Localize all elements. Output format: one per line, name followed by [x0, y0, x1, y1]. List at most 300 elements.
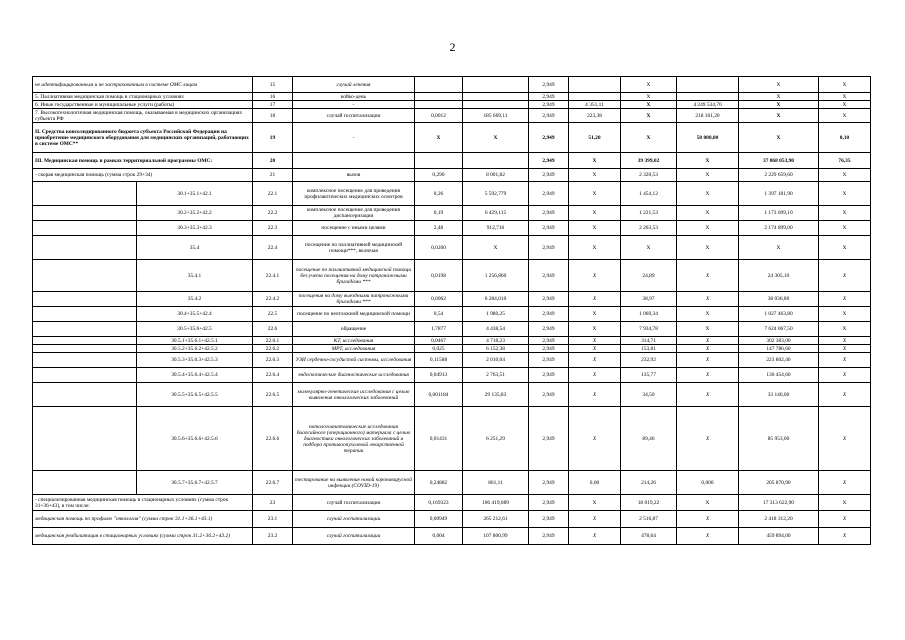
table-cell: X	[569, 495, 621, 511]
table-cell: X	[621, 101, 677, 109]
table-cell	[33, 407, 137, 471]
table-cell: 22.6.4	[253, 368, 293, 383]
table-cell: 1 454,12	[621, 182, 677, 206]
table-cell: 2,949	[529, 77, 569, 93]
table-cell: X	[677, 236, 739, 260]
table-cell	[33, 236, 137, 260]
table-cell	[33, 383, 137, 407]
table-cell: 22.6.6	[253, 407, 293, 471]
table-row	[33, 368, 871, 383]
table-cell: 23	[253, 495, 293, 511]
table-cell: 2,949	[529, 182, 569, 206]
table-cell: 0,00	[569, 471, 621, 495]
table-cell	[33, 307, 137, 322]
table-cell	[463, 101, 529, 109]
table-cell: X	[739, 123, 819, 153]
table-cell: 22.4	[253, 236, 293, 260]
table-cell: 2,949	[529, 495, 569, 511]
table-cell: 6. Иные государственные и муниципальные услуги (работы)	[33, 101, 253, 109]
table-cell: 0,169323	[415, 495, 463, 511]
table-cell: X	[739, 101, 819, 109]
table-cell	[569, 77, 621, 93]
table-cell: 0,54	[415, 307, 463, 322]
table-cell: 7. Высокотехнологичная медицинская помощь, оказываемая в медицинских организациях субъекта РФ	[33, 109, 253, 123]
table-cell: X	[569, 528, 621, 545]
table-cell: 1,7877	[415, 322, 463, 337]
table-row	[33, 182, 871, 206]
table-cell: 17	[253, 101, 293, 109]
table-cell: 2,949	[529, 322, 569, 337]
table-cell: КТ, исследования	[293, 337, 415, 345]
table-cell: 21	[253, 169, 293, 182]
table-cell: посещение по паллиативной медицинской помощи***, включая	[293, 236, 415, 260]
table-cell: X	[677, 337, 739, 345]
table-cell: 23.1	[253, 511, 293, 528]
table-cell: патологоанатомические исследования биопсийного (операционного) материала с целью диагностики онкологических заболеваний и подбора противоопухолевой лекарственной терапии	[293, 407, 415, 471]
table-cell: X	[677, 368, 739, 383]
table-cell: X	[569, 368, 621, 383]
table-cell: X	[621, 236, 677, 260]
table-cell: 106 419,089	[463, 495, 529, 511]
table-cell: X	[569, 206, 621, 221]
table-cell: X	[677, 345, 739, 353]
table-cell: 4 351,11	[569, 101, 621, 109]
table-cell	[463, 153, 529, 169]
table-cell	[33, 337, 137, 345]
table-cell: 0,0012	[415, 109, 463, 123]
table-cell: 0,0467	[415, 337, 463, 345]
table-cell	[33, 353, 137, 368]
table-cell: X	[819, 260, 871, 292]
table-cell	[415, 77, 463, 93]
table-cell: 2,949	[529, 345, 569, 353]
table-cell: - скорая медицинская помощь (сумма строк 29+34)	[33, 169, 253, 182]
table-cell: 205 870,90	[739, 471, 819, 495]
table-cell: случай госпитализации	[293, 495, 415, 511]
table-cell: 19	[253, 123, 293, 153]
table-cell: X	[739, 236, 819, 260]
table-cell: койко-день	[293, 93, 415, 101]
table-cell: 223 802,40	[739, 353, 819, 368]
table-cell: X	[569, 383, 621, 407]
table-cell: X	[819, 511, 871, 528]
table-cell: 22.6.1	[253, 337, 293, 345]
table-cell: 5. Паллиативная медицинская помощь в стационарных условиях	[33, 93, 253, 101]
table-row	[33, 101, 871, 109]
table-cell: X	[819, 307, 871, 322]
table-cell: 30.5.1+35.6.1+42.5.1	[137, 337, 253, 345]
table-cell: посещение с иными целями	[293, 221, 415, 236]
table-cell: 22.4.1	[253, 260, 293, 292]
table-cell: 2,949	[529, 101, 569, 109]
table-row	[33, 407, 871, 471]
table-cell: 30.5.6+35.6.6+42.5.6	[137, 407, 253, 471]
table-cell: посещение по паллиативной медицинской помощи без учета посещения на дому патронажными бригадами ***	[293, 260, 415, 292]
table-cell: 24,89	[621, 260, 677, 292]
table-cell: X	[677, 353, 739, 368]
table-cell	[33, 322, 137, 337]
table-cell: 2,949	[529, 337, 569, 345]
table-row	[33, 353, 871, 368]
table-cell: 0,01431	[415, 407, 463, 471]
table-cell: 0,0260	[415, 236, 463, 260]
table-cell: 0,0062	[415, 292, 463, 307]
table-cell: X	[677, 153, 739, 169]
table-cell	[33, 368, 137, 383]
table-cell: X	[569, 169, 621, 182]
table-cell: 0,0198	[415, 260, 463, 292]
table-cell: 0,001184	[415, 383, 463, 407]
table-cell: X	[677, 511, 739, 528]
table-cell: X	[569, 337, 621, 345]
table-cell: 2 516,87	[621, 511, 677, 528]
table-cell: X	[463, 123, 529, 153]
table-cell: 147 786,60	[739, 345, 819, 353]
table-cell: 2,949	[529, 368, 569, 383]
table-cell: 23.2	[253, 528, 293, 545]
table-cell: 30.5.2+35.6.2+42.5.2	[137, 345, 253, 353]
table-cell: 2 229 659,60	[739, 169, 819, 182]
table-cell: комплексное посещение для проведения профилактических медицинских осмотров	[293, 182, 415, 206]
table-cell: 314,71	[621, 337, 677, 345]
table-row	[33, 307, 871, 322]
table-cell: 5 592,779	[463, 182, 529, 206]
table-cell: 0,290	[415, 169, 463, 182]
table-cell: X	[819, 528, 871, 545]
table-cell: медицинская помощь по профилю "онкология" (сумма строк 31.1+36.1+43.1)	[33, 511, 253, 528]
table-cell: X	[819, 495, 871, 511]
table-cell: X	[677, 528, 739, 545]
table-cell: 35.4.2	[137, 292, 253, 307]
table-cell: 6 152,38	[463, 345, 529, 353]
table-cell: 2,949	[529, 206, 569, 221]
table-cell: 0,24882	[415, 471, 463, 495]
table-cell: 30.5.3+35.6.3+42.5.3	[137, 353, 253, 368]
table-cell: 2,949	[529, 236, 569, 260]
table-cell: 2 174 899,00	[739, 221, 819, 236]
table-cell: 85 953,00	[739, 407, 819, 471]
table-cell: X	[819, 292, 871, 307]
table-cell	[293, 153, 415, 169]
table-cell: X	[677, 407, 739, 471]
table-cell: 232,92	[621, 353, 677, 368]
table-cell: X	[621, 109, 677, 123]
table-cell	[33, 471, 137, 495]
table-cell: X	[739, 109, 819, 123]
table-row	[33, 77, 871, 93]
table-cell: 0,025	[415, 345, 463, 353]
table-cell: X	[819, 407, 871, 471]
table-row	[33, 206, 871, 221]
table-cell: 35.4.1	[137, 260, 253, 292]
table-cell: III. Медицинская помощь в рамках территориальной программы ОМС:	[33, 153, 253, 169]
table-row	[33, 383, 871, 407]
table-cell: X	[819, 109, 871, 123]
table-cell: X	[621, 77, 677, 93]
table-cell: обращение	[293, 322, 415, 337]
table-cell: 2,949	[529, 353, 569, 368]
table-cell: 30.5+35.6+42.5	[137, 322, 253, 337]
table-cell: 4 249 534,70	[677, 101, 739, 109]
table-cell: медицинская реабилитация в стационарных условиях (сумма строк 31.2+36.2+43.2)	[33, 528, 253, 545]
table-cell: 861,11	[463, 471, 529, 495]
table-cell: X	[569, 236, 621, 260]
table-cell: 0,11588	[415, 353, 463, 368]
table-cell: 7 624 067,50	[739, 322, 819, 337]
table-cell: 130 454,60	[739, 368, 819, 383]
table-cell: 2,949	[529, 153, 569, 169]
table-cell: 1 980,25	[463, 307, 529, 322]
table-row	[33, 528, 871, 545]
table-cell: 22.6	[253, 322, 293, 337]
table-cell: X	[819, 236, 871, 260]
table-cell: X	[819, 368, 871, 383]
table-cell: X	[677, 495, 739, 511]
table-cell: X	[819, 345, 871, 353]
table-cell: 478,64	[621, 528, 677, 545]
table-cell: 30.3+35.3+42.3	[137, 221, 253, 236]
table-cell: 24 305,10	[739, 260, 819, 292]
table-cell: 1 256,860	[463, 260, 529, 292]
table-cell: 20	[253, 153, 293, 169]
table-cell: X	[569, 345, 621, 353]
table-cell: 22.1	[253, 182, 293, 206]
table-cell: 459 894,00	[739, 528, 819, 545]
table-cell: 76,35	[819, 153, 871, 169]
table-cell: X	[677, 307, 739, 322]
table-cell: 1 397 181,90	[739, 182, 819, 206]
table-row	[33, 109, 871, 123]
table-cell: X	[819, 221, 871, 236]
table-cell: X	[569, 353, 621, 368]
table-cell: X	[677, 260, 739, 292]
table-cell: 1 221,53	[621, 206, 677, 221]
table-cell	[33, 260, 137, 292]
table-cell: 18	[253, 109, 293, 123]
table-cell: 30.5.4+35.6.4+42.5.4	[137, 368, 253, 383]
table-cell: 2,949	[529, 123, 569, 153]
table-row	[33, 236, 871, 260]
table-cell: X	[463, 236, 529, 260]
table-cell: 2 418 312,20	[739, 511, 819, 528]
table-cell: 30.5.5+35.6.5+42.5.5	[137, 383, 253, 407]
table-cell: X	[677, 182, 739, 206]
table-cell: посещение по неотложной медицинской помощи	[293, 307, 415, 322]
table-cell: 15	[253, 77, 293, 93]
table-cell: случай госпитализации	[293, 109, 415, 123]
table-cell: 0,10	[819, 123, 871, 153]
table-cell: X	[819, 337, 871, 345]
table-cell: 0,00949	[415, 511, 463, 528]
table-cell: 2 763,51	[463, 368, 529, 383]
table-cell: -	[293, 101, 415, 109]
table-cell	[415, 153, 463, 169]
table-cell: 17 313 622,90	[739, 495, 819, 511]
table-cell: X	[569, 221, 621, 236]
table-cell: вызов	[293, 169, 415, 182]
table-cell: 302 383,00	[739, 337, 819, 345]
table-cell: 2,48	[415, 221, 463, 236]
table-cell: 2,949	[529, 407, 569, 471]
table-cell: МРТ, исследования	[293, 345, 415, 353]
table-cell: 18 019,22	[621, 495, 677, 511]
table-cell: X	[819, 77, 871, 93]
table-cell: тестирование на выявление новой коронавирусной инфекции (COVID-19)	[293, 471, 415, 495]
table-cell: 2,949	[529, 93, 569, 101]
table-cell: X	[677, 322, 739, 337]
medical-care-table	[32, 76, 871, 545]
table-cell: случай лечения	[293, 77, 415, 93]
table-cell: X	[819, 383, 871, 407]
table-cell: эндоскопические диагностические исследования	[293, 368, 415, 383]
table-cell: 2,949	[529, 169, 569, 182]
table-row	[33, 292, 871, 307]
table-cell: 22.2	[253, 206, 293, 221]
table-cell: X	[819, 206, 871, 221]
table-cell: комплексное посещение для проведения диспансеризации	[293, 206, 415, 221]
table-cell: 30.1+35.1+42.1	[137, 182, 253, 206]
table-cell: 107 800,99	[463, 528, 529, 545]
table-cell: 912,716	[463, 221, 529, 236]
table-cell	[415, 93, 463, 101]
table-cell: 22.6.2	[253, 345, 293, 353]
table-cell: 38,97	[621, 292, 677, 307]
table-cell: 4 718,23	[463, 337, 529, 345]
table-cell: 2 263,53	[621, 221, 677, 236]
table-cell: 6 284,010	[463, 292, 529, 307]
table-cell	[33, 345, 137, 353]
table-cell: 6 429,115	[463, 206, 529, 221]
table-row	[33, 345, 871, 353]
table-row	[33, 169, 871, 182]
table-cell: 4 438,54	[463, 322, 529, 337]
table-cell	[677, 77, 739, 93]
table-cell: 39 399,02	[621, 153, 677, 169]
table-cell: 2,949	[529, 260, 569, 292]
table-cell: X	[819, 93, 871, 101]
table-cell: X	[677, 206, 739, 221]
table-cell: 0,26	[415, 182, 463, 206]
table-cell: II. Средства консолидированного бюджета субъекта Российской Федерации на приобретение медицинского оборудования для медицинских организаций, работающих в системе ОМС**	[33, 123, 253, 153]
table-cell: 51,20	[569, 123, 621, 153]
table-cell: X	[569, 407, 621, 471]
table-cell: X	[819, 353, 871, 368]
table-cell: случай госпитализации	[293, 511, 415, 528]
table-cell: X	[569, 322, 621, 337]
table-cell	[463, 77, 529, 93]
table-cell: 35.4	[137, 236, 253, 260]
table-cell	[415, 101, 463, 109]
table-cell: 153,81	[621, 345, 677, 353]
table-cell: 2,949	[529, 221, 569, 236]
table-cell: 6 251,29	[463, 407, 529, 471]
table-cell: X	[621, 93, 677, 101]
table-row	[33, 153, 871, 169]
table-cell: 2,949	[529, 307, 569, 322]
table-cell: 37 868 053,90	[739, 153, 819, 169]
table-cell	[33, 221, 137, 236]
table-row	[33, 322, 871, 337]
table-cell: 7 934,78	[621, 322, 677, 337]
table-cell: 1 027 463,80	[739, 307, 819, 322]
table-cell: 0,004	[415, 528, 463, 545]
table-cell: 38 036,80	[739, 292, 819, 307]
table-cell	[33, 206, 137, 221]
table-row	[33, 337, 871, 345]
table-cell: 29 135,83	[463, 383, 529, 407]
table-cell: 0,000	[677, 471, 739, 495]
table-cell: X	[819, 322, 871, 337]
table-cell: X	[569, 307, 621, 322]
table-cell: УЗИ сердечно-сосудистой системы, исследования	[293, 353, 415, 368]
table-cell: 22.6.3	[253, 353, 293, 368]
table-row	[33, 93, 871, 101]
table-cell: 22.6.7	[253, 471, 293, 495]
table-row	[33, 495, 871, 511]
table-cell: X	[819, 182, 871, 206]
table-row	[33, 511, 871, 528]
table-cell: X	[621, 123, 677, 153]
table-row	[33, 260, 871, 292]
table-cell: X	[739, 93, 819, 101]
table-cell: 2,949	[529, 511, 569, 528]
table-cell: 265 212,61	[463, 511, 529, 528]
table-cell: посещения на дому выездными патронажными бригадами ***	[293, 292, 415, 307]
table-cell: X	[739, 77, 819, 93]
table-cell: молекулярно-генетические исследования с целью выявления онкологических заболеваний	[293, 383, 415, 407]
table-cell	[33, 182, 137, 206]
table-cell: 2,949	[529, 471, 569, 495]
table-cell: X	[569, 182, 621, 206]
table-cell: X	[415, 123, 463, 153]
table-cell: 0,19	[415, 206, 463, 221]
table-cell: 30.2+35.2+42.2	[137, 206, 253, 221]
table-cell: X	[677, 221, 739, 236]
table-cell: 2,949	[529, 109, 569, 123]
table-cell: 2,949	[529, 383, 569, 407]
table-cell: 30.5.7+35.6.7+42.5.7	[137, 471, 253, 495]
table-cell: X	[677, 169, 739, 182]
table-cell: 30.4+35.5+42.4	[137, 307, 253, 322]
table-cell: 33 146,00	[739, 383, 819, 407]
table-cell: случай госпитализации	[293, 528, 415, 545]
table-cell	[33, 292, 137, 307]
table-cell: 16	[253, 93, 293, 101]
table-cell: X	[819, 471, 871, 495]
table-cell: 22.5	[253, 307, 293, 322]
table-cell: 0,04913	[415, 368, 463, 383]
table-cell: X	[569, 292, 621, 307]
table-cell: 2,949	[529, 292, 569, 307]
table-cell: X	[819, 169, 871, 182]
table-cell: X	[569, 511, 621, 528]
table-cell	[677, 93, 739, 101]
table-row	[33, 471, 871, 495]
table-cell: 1 069,34	[621, 307, 677, 322]
table-cell: 135,77	[621, 368, 677, 383]
table-cell: -	[293, 123, 415, 153]
table-row	[33, 123, 871, 153]
table-cell: 22.6.5	[253, 383, 293, 407]
table-row	[33, 221, 871, 236]
table-cell: X	[677, 292, 739, 307]
table-cell: X	[569, 260, 621, 292]
table-cell: 2,949	[529, 528, 569, 545]
table-cell: 2 010,04	[463, 353, 529, 368]
table-cell: 34,50	[621, 383, 677, 407]
table-cell: 185 669,11	[463, 109, 529, 123]
table-cell	[569, 93, 621, 101]
